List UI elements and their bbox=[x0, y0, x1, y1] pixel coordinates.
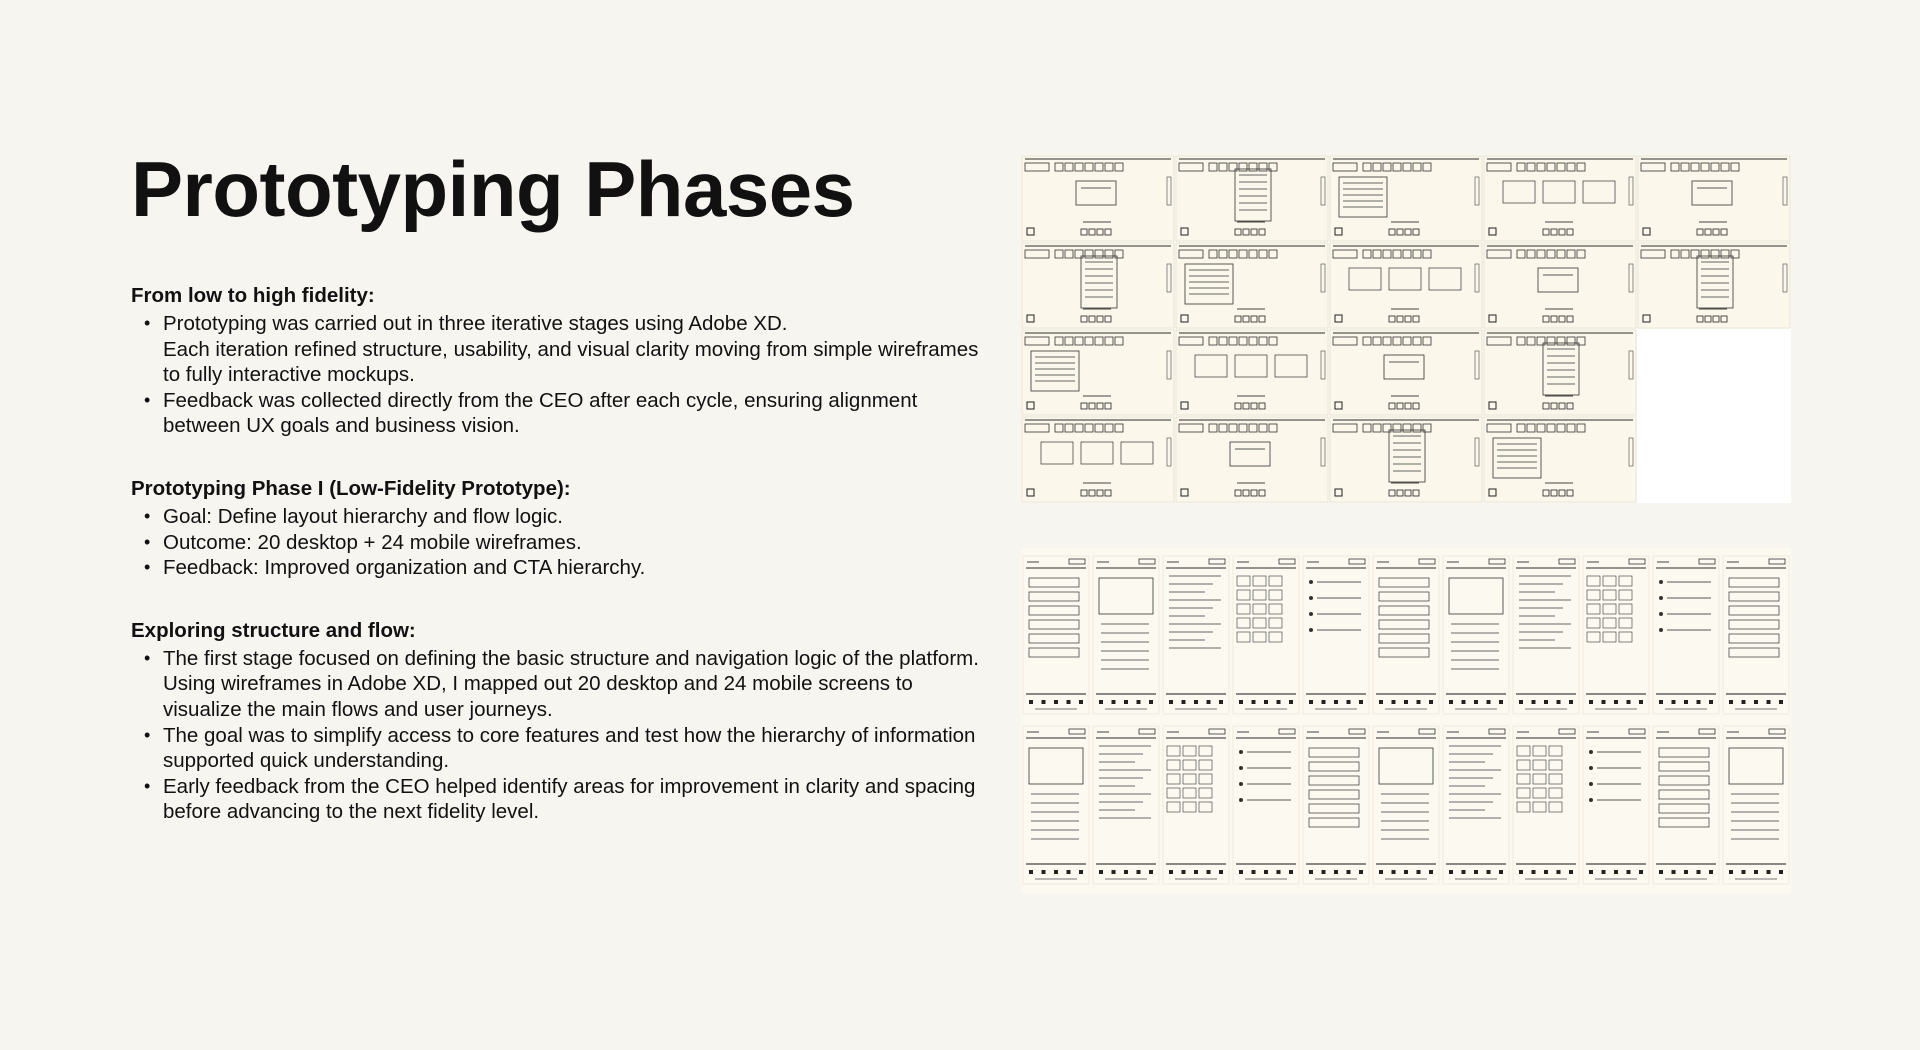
mobile-wireframes-image bbox=[1021, 548, 1791, 893]
desktop-wireframe-thumb bbox=[1176, 156, 1328, 241]
mobile-wireframe-thumb bbox=[1373, 556, 1439, 714]
mobile-wireframe-thumb bbox=[1653, 556, 1719, 714]
desktop-wireframe-thumb bbox=[1484, 156, 1636, 241]
section-phase-one bbox=[131, 475, 991, 581]
list-item: • Feedback was collected directly from the CEO after each cycle, ensuring alignment between UX goals and business vision. bbox=[163, 388, 991, 439]
section-structure-flow bbox=[131, 617, 991, 825]
list-item: • Goal: Define layout hierarchy and flow logic. bbox=[163, 504, 991, 530]
desktop-wireframe-thumb bbox=[1176, 330, 1328, 415]
mobile-wireframe-thumb bbox=[1443, 556, 1509, 714]
mobile-wireframe-thumb bbox=[1023, 556, 1089, 714]
mobile-wireframe-thumb bbox=[1583, 726, 1649, 884]
list-item: • The goal was to simplify access to core features and test how the hierarchy of information supported quick understanding. bbox=[163, 723, 991, 774]
page-title: Prototyping Phases bbox=[131, 145, 855, 233]
mobile-wireframe-thumb bbox=[1653, 726, 1719, 884]
desktop-wireframe-thumb bbox=[1176, 417, 1328, 502]
list-item: • Outcome: 20 desktop + 24 mobile wireframes. bbox=[163, 530, 991, 556]
desktop-wireframe-thumb bbox=[1330, 330, 1482, 415]
desktop-wireframe-thumb bbox=[1330, 417, 1482, 502]
desktop-wireframe-thumb bbox=[1484, 243, 1636, 328]
mobile-wireframe-thumb bbox=[1373, 726, 1439, 884]
mobile-wireframe-thumb bbox=[1723, 726, 1789, 884]
desktop-wireframe-thumb bbox=[1022, 156, 1174, 241]
mobile-wireframe-thumb bbox=[1233, 556, 1299, 714]
mobile-wireframe-thumb bbox=[1303, 556, 1369, 714]
bullet-list bbox=[131, 646, 991, 825]
mobile-wireframe-thumb bbox=[1513, 726, 1579, 884]
desktop-wireframe-thumb bbox=[1638, 243, 1790, 328]
desktop-wireframe-thumb bbox=[1638, 156, 1790, 241]
desktop-wireframes-image bbox=[1021, 155, 1791, 503]
bullet-list bbox=[131, 311, 991, 439]
desktop-wireframe-thumb bbox=[1484, 330, 1636, 415]
desktop-wireframe-thumb bbox=[1484, 417, 1636, 502]
mobile-wireframe-thumb bbox=[1303, 726, 1369, 884]
list-item: • Early feedback from the CEO helped identify areas for improvement in clarity and spacing before advancing to the next fidelity level. bbox=[163, 774, 991, 825]
list-item: • Prototyping was carried out in three iterative stages using Adobe XD. Each iteration refined structure, usability, and visual clarity moving from simple wireframes to fully interactive mockups. bbox=[163, 311, 991, 388]
bullet-list bbox=[131, 504, 991, 581]
list-item: • Feedback: Improved organization and CTA hierarchy. bbox=[163, 555, 991, 581]
section-low-to-high bbox=[131, 282, 991, 439]
desktop-wireframe-thumb bbox=[1330, 243, 1482, 328]
mobile-wireframe-thumb bbox=[1093, 556, 1159, 714]
desktop-wireframe-thumb bbox=[1022, 243, 1174, 328]
mobile-wireframe-thumb bbox=[1583, 556, 1649, 714]
mobile-wireframe-thumb bbox=[1443, 726, 1509, 884]
mobile-wireframe-thumb bbox=[1093, 726, 1159, 884]
mobile-wireframe-thumb bbox=[1723, 556, 1789, 714]
desktop-wireframe-thumb bbox=[1330, 156, 1482, 241]
mobile-wireframe-thumb bbox=[1023, 726, 1089, 884]
section-heading: Exploring structure and flow: bbox=[131, 618, 416, 642]
content-column bbox=[131, 282, 991, 861]
section-heading: From low to high fidelity: bbox=[131, 284, 375, 307]
mobile-wireframe-thumb bbox=[1513, 556, 1579, 714]
desktop-wireframe-thumb bbox=[1022, 330, 1174, 415]
desktop-wireframe-thumb bbox=[1176, 243, 1328, 328]
mobile-wireframe-thumb bbox=[1163, 556, 1229, 714]
list-item: • The first stage focused on defining the basic structure and navigation logic of the platform. Using wireframes in Adobe XD, I mapped out 20 desktop and 24 mobile screens to visualize the main flows and user journeys. bbox=[163, 646, 991, 723]
section-heading: Prototyping Phase I (Low-Fidelity Prototype): bbox=[131, 476, 571, 500]
mobile-wireframe-thumb bbox=[1163, 726, 1229, 884]
mobile-wireframe-thumb bbox=[1233, 726, 1299, 884]
desktop-wireframe-thumb bbox=[1022, 417, 1174, 502]
